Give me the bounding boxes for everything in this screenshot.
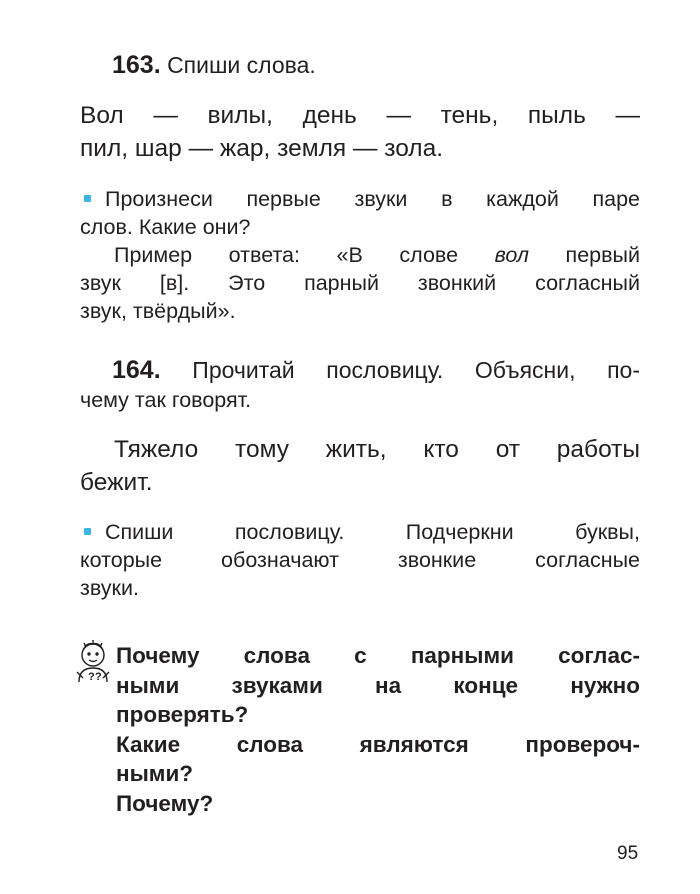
words-line-1: Вол — вилы, день — тень, пыль —: [80, 102, 640, 129]
question-line-4: Какие слова являются провероч-: [116, 731, 640, 757]
exercise-163-instruction: [80, 185, 640, 325]
questions-block: [116, 641, 640, 818]
proverb-line-1: Тяжело тому жить, кто от работы: [114, 436, 640, 463]
instruction-line-2: слов. Какие они?: [80, 215, 251, 239]
exercise-164-number: 164.: [112, 356, 161, 384]
exercise-164-instruction: [80, 518, 640, 602]
question-line-2: ными звуками на конце нужно: [116, 672, 640, 698]
example-line-1: Пример ответа: «В слове вол первый: [114, 243, 640, 267]
exercise-164-task-line-2: чему так говорят.: [80, 388, 252, 412]
exercise-164-task-line-1: Прочитай пословицу. Объясни, по-: [192, 357, 641, 383]
proverb-line-2: бежит.: [80, 469, 153, 496]
words-line-2: пил, шар — жар, земля — зола.: [80, 135, 444, 162]
page-number: 95: [617, 843, 639, 864]
exercise-163-heading: [112, 50, 316, 80]
instruction-164-line-3: звуки.: [80, 576, 139, 600]
exercise-163-task: Спиши слова.: [167, 52, 316, 78]
question-line-3: проверять?: [116, 702, 249, 727]
instruction-164-line-2: которые обозначают звонкие согласные: [80, 548, 640, 572]
question-line-6: Почему?: [116, 790, 214, 816]
instruction-164-line-1: Спиши пословицу. Подчеркни буквы,: [80, 518, 640, 546]
bullet-marker: [84, 528, 91, 535]
thinking-child-icon: [73, 638, 113, 684]
exercise-164-proverb: [80, 433, 640, 499]
bullet-marker: [84, 195, 91, 202]
svg-text:?: ?: [95, 671, 102, 683]
instruction-line-1: Произнеси первые звуки в каждой паре: [80, 185, 640, 213]
exercise-163-number: 163.: [112, 51, 161, 79]
svg-text:?: ?: [88, 671, 95, 683]
exercise-163-words: [80, 99, 640, 165]
question-line-1: Почему слова с парными соглас-: [116, 643, 640, 668]
exercise-164-heading: [112, 355, 640, 385]
example-line-2: звук [в]. Это парный звонкий согласный: [80, 271, 640, 295]
question-line-5: ными?: [116, 761, 194, 786]
example-line-3: звук, твёрдый».: [80, 299, 236, 323]
